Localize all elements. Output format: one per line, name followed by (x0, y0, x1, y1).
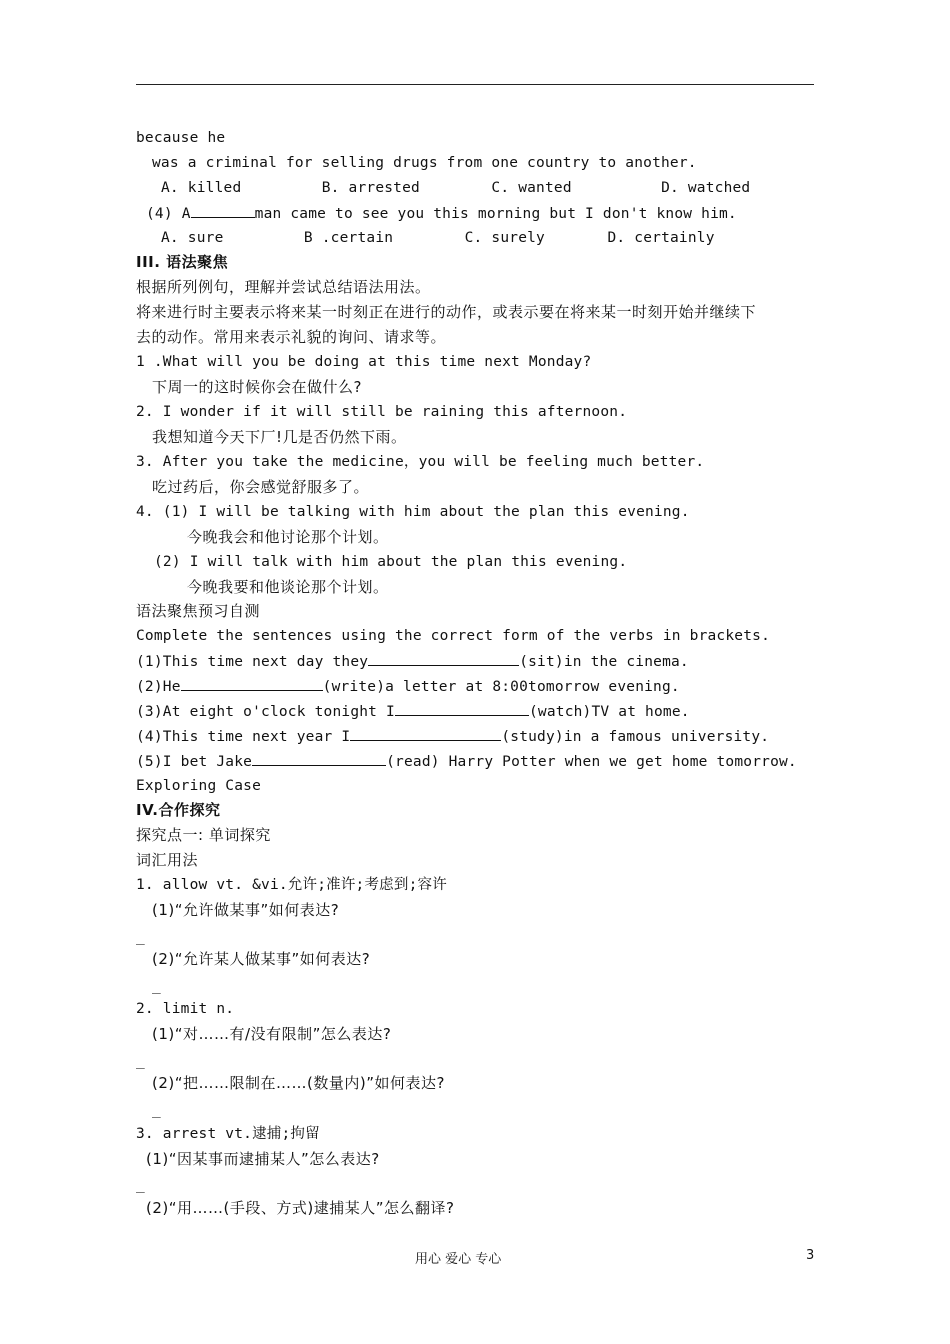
exercise-item (136, 651, 689, 672)
subsection-title: Exploring Case (136, 778, 262, 794)
example-sentence: 4. (1) I will be talking with him about the plan this evening. (136, 504, 690, 520)
answer-blank[interactable] (252, 751, 386, 766)
header-rule (136, 84, 814, 85)
exercise-text: (1)This time next day they (136, 654, 369, 670)
exercise-item (136, 701, 690, 722)
exercise-item (136, 726, 769, 747)
exercise-item (136, 676, 680, 697)
answer-blank[interactable] (181, 676, 323, 691)
example-sentence: 2. I wonder if it will still be raining this afternoon. (136, 404, 628, 420)
answer-blank[interactable] (368, 651, 519, 666)
exercise-text: (5)I bet Jake (136, 754, 253, 770)
section-heading: IV.合作探究 (136, 801, 221, 819)
example-sentence: 3. After you take the medicine，you will be feeling much better. (136, 454, 705, 470)
exercise-text: (write)a letter at 8:00tomorrow evening. (322, 679, 680, 695)
question-text: (4) A (146, 206, 191, 222)
vocab-question: (2)“允许某人做某事”如何表达? (152, 950, 371, 968)
translation: 下周一的这时候你会在做什么? (152, 378, 362, 396)
page-number: 3 (806, 1248, 815, 1263)
exercise-text: (sit)in the cinema. (519, 654, 689, 670)
vocab-question: (1)“因某事而逮捕某人”怎么表达? (146, 1150, 380, 1168)
translation: 今晚我会和他讨论那个计划。 (187, 528, 389, 546)
exercise-item (136, 751, 797, 772)
answer-blank[interactable] (350, 726, 501, 741)
exercise-text: (3)At eight o'clock tonight I (136, 704, 395, 720)
vocab-entry: 1. allow vt. &vi.允许;准许;考虑到;容许 (136, 877, 447, 893)
vocab-question: (2)“用……(手段、方式)逮捕某人”怎么翻译? (146, 1199, 455, 1217)
instruction: Complete the sentences using the correct form of the verbs in brackets. (136, 628, 771, 644)
answer-blank[interactable] (395, 701, 529, 716)
text-line: 去的动作。常用来表示礼貌的询问、请求等。 (136, 328, 447, 346)
options-line: A. killed B. arrested C. wanted D. watched (161, 180, 751, 196)
text-line: because he (136, 130, 226, 146)
answer-line[interactable]: _ (152, 1102, 161, 1118)
vocab-question: (2)“把……限制在……(数量内)”如何表达? (152, 1074, 445, 1092)
footer-slogan: 用心 爱心 专心 (415, 1252, 502, 1267)
translation: 我想知道今天下厂!几是否仍然下雨。 (152, 428, 407, 446)
example-sentence: 1 .What will you be doing at this time next Monday? (136, 354, 592, 370)
options-line: A. sure B .certain C. surely D. certainly (161, 230, 715, 246)
subsection-title: 探究点一: 单词探究 (136, 826, 271, 844)
text-line: 将来进行时主要表示将来某一时刻正在进行的动作，或表示要在将来某一时刻开始并继续下 (136, 303, 757, 321)
answer-line[interactable]: _ (136, 1053, 145, 1069)
exercise-text: (2)He (136, 679, 181, 695)
vocab-entry: 2. limit n. (136, 1001, 235, 1017)
text-line: 根据所列例句，理解并尝试总结语法用法。 (136, 278, 431, 296)
answer-line[interactable]: _ (136, 929, 145, 945)
exercise-text: (4)This time next year I (136, 729, 351, 745)
section-heading: III. 语法聚焦 (136, 253, 229, 271)
question-4 (146, 203, 737, 224)
answer-line[interactable]: _ (152, 978, 161, 994)
example-sentence: (2) I will talk with him about the plan this evening. (154, 554, 628, 570)
translation: 吃过药后，你会感觉舒服多了。 (152, 478, 370, 496)
answer-line[interactable]: _ (136, 1177, 145, 1193)
translation: 今晚我要和他谈论那个计划。 (187, 578, 389, 596)
exercise-text: (read) Harry Potter when we get home tomorrow. (386, 754, 797, 770)
exercise-text: (study)in a famous university. (501, 729, 770, 745)
vocab-question: (1)“对……有/没有限制”怎么表达? (152, 1025, 392, 1043)
answer-blank[interactable] (191, 203, 255, 218)
exercise-text: (watch)TV at home. (528, 704, 690, 720)
text-line: was a criminal for selling drugs from one country to another. (152, 155, 697, 171)
subsection-title: 语法聚焦预习自测 (136, 602, 261, 620)
question-text: man came to see you this morning but I don't know him. (254, 206, 737, 222)
vocab-entry: 3. arrest vt.逮捕;拘留 (136, 1126, 320, 1142)
subsection-title: 词汇用法 (136, 851, 199, 869)
vocab-question: (1)“允许做某事”如何表达? (152, 901, 340, 919)
